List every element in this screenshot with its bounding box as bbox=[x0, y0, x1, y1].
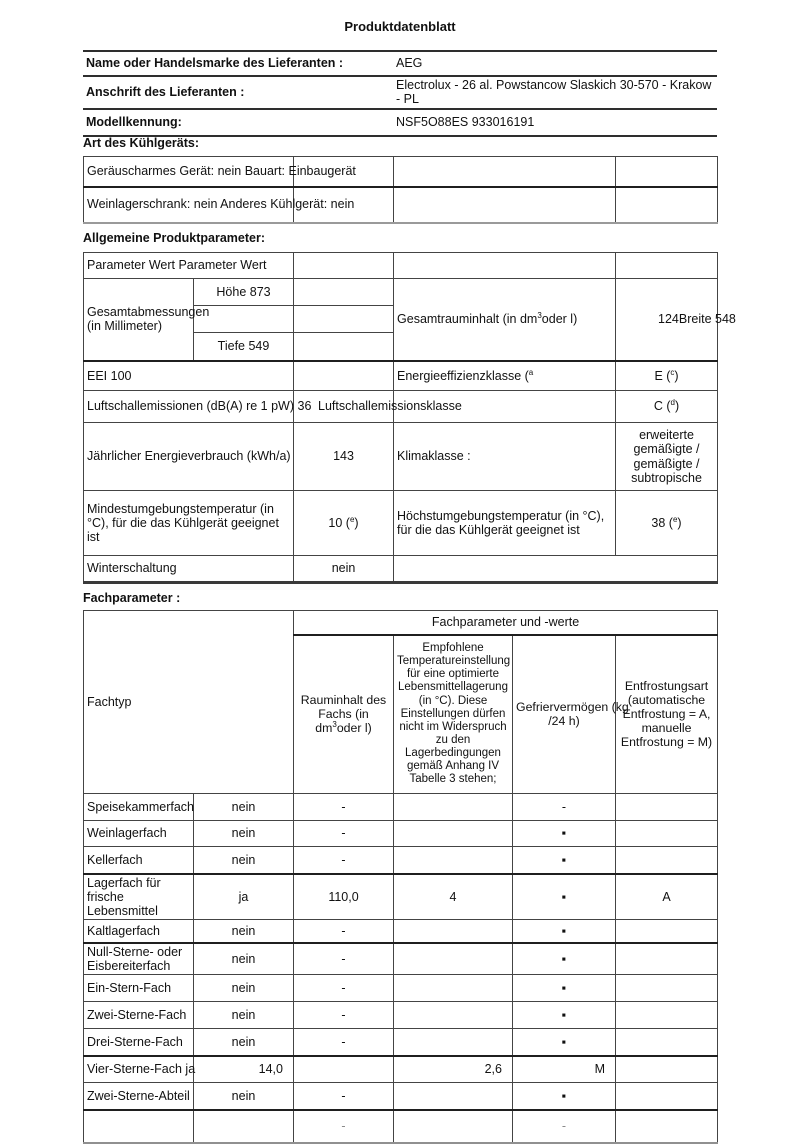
freezing-capacity-line2: /24 h) bbox=[548, 714, 580, 729]
supplier-name-label: Name oder Handelsmarke des Lieferanten : bbox=[83, 51, 393, 76]
compartment-label: Zwei-Sterne-Abteil bbox=[84, 1083, 194, 1110]
rauminhalt-cell: - bbox=[294, 847, 394, 874]
supplier-name-row bbox=[83, 51, 717, 76]
fach-group-header-row bbox=[84, 611, 718, 635]
temperature-cell bbox=[394, 943, 513, 975]
rauminhalt-cell: - bbox=[294, 1110, 394, 1143]
climate-class-label: Klimaklasse : bbox=[394, 423, 616, 491]
eei-row bbox=[84, 361, 718, 391]
temperature-cell bbox=[394, 1029, 513, 1056]
winter-label: Winterschaltung bbox=[84, 556, 294, 583]
param-header-row bbox=[84, 253, 718, 279]
freezing-cell: M bbox=[513, 1056, 616, 1083]
compartment-label: Drei-Sterne-Fach bbox=[84, 1029, 194, 1056]
compartment-row bbox=[84, 1029, 718, 1056]
defrost-cell bbox=[616, 821, 718, 847]
ambient-temperature-row bbox=[84, 491, 718, 556]
art-row-1 bbox=[84, 157, 718, 187]
noise-class-value-footnote: d bbox=[670, 398, 675, 408]
freezing-cell: ▪ bbox=[513, 1029, 616, 1056]
dimensions-label: Gesamtabmessungen (in Millimeter) bbox=[84, 279, 194, 361]
defrost-cell bbox=[616, 1110, 718, 1143]
compartment-label: Kellerfach bbox=[84, 847, 194, 874]
temperature-cell bbox=[394, 847, 513, 874]
janein-cell: nein bbox=[194, 847, 294, 874]
janein-cell: nein bbox=[194, 821, 294, 847]
section-heading-allgemein: Allgemeine Produktparameter: bbox=[83, 231, 265, 245]
min-ambient-value-pre: 10 ( bbox=[328, 515, 350, 530]
rauminhalt-cell: - bbox=[294, 1002, 394, 1029]
supplier-address-label: Anschrift des Lieferanten : bbox=[83, 76, 393, 109]
col-header-defrost-type: Entfrostungsart (automatische Entfrostung = A, manuelle Entfrostung = M) bbox=[616, 635, 718, 794]
energy-class-value-pre: E ( bbox=[654, 368, 671, 383]
compartment-row bbox=[84, 794, 718, 821]
min-ambient-footnote: e bbox=[349, 514, 355, 524]
supplier-name-value: AEG bbox=[393, 51, 717, 76]
max-ambient-label: Höchstumgebungstemperatur (in °C), für die das Kühlgerät geeignet ist bbox=[394, 491, 616, 556]
janein-cell: nein bbox=[194, 1029, 294, 1056]
freezing-cell: - bbox=[513, 794, 616, 821]
compartment-row bbox=[84, 1056, 718, 1083]
freezing-cell: ▪ bbox=[513, 847, 616, 874]
max-ambient-footnote: e bbox=[672, 514, 678, 524]
freezing-cell: ▪ bbox=[513, 920, 616, 943]
empty-cell bbox=[616, 187, 718, 223]
col-header-rauminhalt-pre: Rauminhalt des Fachs (in dm bbox=[300, 693, 387, 736]
rauminhalt-cell bbox=[294, 1056, 394, 1083]
supplier-address-value: Electrolux - 26 al. Powstancow Slaskich 30-570 - Krakow - PL bbox=[393, 76, 717, 109]
total-volume-label bbox=[394, 279, 616, 361]
compartment-label: Kaltlagerfach bbox=[84, 920, 194, 943]
energy-consumption-row bbox=[84, 423, 718, 491]
model-label: Modellkennung: bbox=[83, 109, 393, 136]
winter-value: nein bbox=[294, 556, 394, 583]
temperature-cell bbox=[394, 1083, 513, 1110]
eei-label: EEI 100 bbox=[84, 361, 294, 391]
freezing-cell: ▪ bbox=[513, 874, 616, 920]
defrost-cell bbox=[616, 1056, 718, 1083]
energy-consumption-label: Jährlicher Energieverbrauch (kWh/a) bbox=[84, 423, 294, 491]
janein-cell: nein bbox=[194, 1002, 294, 1029]
compartment-label: Null-Sterne- oder Eisbereiterfach bbox=[84, 943, 194, 975]
empty-cell bbox=[294, 306, 394, 333]
defrost-cell bbox=[616, 1083, 718, 1110]
rauminhalt-cell: - bbox=[294, 920, 394, 943]
compartment-label: Zwei-Sterne-Fach bbox=[84, 1002, 194, 1029]
model-value: NSF5O88ES 933016191 bbox=[393, 109, 717, 136]
compartment-label bbox=[84, 1110, 194, 1143]
temperature-cell: 4 bbox=[394, 874, 513, 920]
noise-label: Luftschallemissionen (dB(A) re 1 pW) 36 bbox=[84, 391, 294, 423]
rauminhalt-cell: - bbox=[294, 1029, 394, 1056]
supplier-info-table bbox=[83, 50, 717, 137]
compartment-row bbox=[84, 920, 718, 943]
defrost-cell bbox=[616, 794, 718, 821]
page-title: Produktdatenblatt bbox=[344, 19, 456, 34]
defrost-cell: A bbox=[616, 874, 718, 920]
compartment-row bbox=[84, 1083, 718, 1110]
art-table bbox=[83, 156, 718, 224]
defrost-cell bbox=[616, 1002, 718, 1029]
janein-cell: ja bbox=[194, 874, 294, 920]
compartment-label: Speisekammerfach bbox=[84, 794, 194, 821]
energy-class-label-pre: Energieeffizienzklasse ( bbox=[397, 368, 529, 383]
art-row-2 bbox=[84, 187, 718, 223]
freezing-cell: ▪ bbox=[513, 821, 616, 847]
param-header-text: Parameter Wert Parameter Wert bbox=[84, 253, 294, 279]
freezing-cell: - bbox=[513, 1110, 616, 1143]
temperature-cell bbox=[394, 920, 513, 943]
empty-cell bbox=[394, 556, 718, 583]
empty-cell bbox=[294, 253, 394, 279]
col-header-rauminhalt-sup: 3 bbox=[332, 720, 337, 730]
janein-cell bbox=[194, 1110, 294, 1143]
total-volume-label-sup: 3 bbox=[537, 310, 542, 320]
compartment-row bbox=[84, 821, 718, 847]
max-ambient-value-post: ) bbox=[677, 515, 682, 530]
empty-cell bbox=[616, 157, 718, 187]
temperature-cell bbox=[394, 1110, 513, 1143]
janein-cell: nein bbox=[194, 1083, 294, 1110]
rauminhalt-cell: - bbox=[294, 821, 394, 847]
total-volume-value: 124Breite 548 bbox=[616, 279, 718, 361]
janein-cell: nein bbox=[194, 943, 294, 975]
freezing-cell: ▪ bbox=[513, 975, 616, 1002]
defrost-cell bbox=[616, 920, 718, 943]
min-ambient-value bbox=[294, 491, 394, 556]
col-header-freezing-capacity bbox=[513, 635, 629, 794]
compartment-label: Ein-Stern-Fach bbox=[84, 975, 194, 1002]
total-volume-label-pre: Gesamtrauminhalt (in dm bbox=[397, 312, 538, 327]
min-ambient-value-post: ) bbox=[354, 515, 359, 530]
hoehe-value: Höhe 873 bbox=[194, 279, 294, 306]
total-volume-label-post: oder l) bbox=[541, 312, 578, 327]
max-ambient-value bbox=[616, 491, 718, 556]
fach-table bbox=[83, 610, 718, 1144]
rauminhalt-cell: - bbox=[294, 794, 394, 821]
freezing-cell: ▪ bbox=[513, 1083, 616, 1110]
temperature-cell bbox=[394, 1002, 513, 1029]
fachtyp-header: Fachtyp bbox=[84, 611, 294, 794]
defrost-cell bbox=[616, 943, 718, 975]
rauminhalt-cell: - bbox=[294, 943, 394, 975]
temperature-cell bbox=[394, 821, 513, 847]
empty-cell bbox=[616, 253, 718, 279]
temperature-cell bbox=[394, 794, 513, 821]
section-heading-art: Art des Kühlgeräts: bbox=[83, 136, 199, 150]
min-ambient-label: Mindestumgebungstemperatur (in °C), für die das Kühlgerät geeignet ist bbox=[84, 491, 294, 556]
climate-class-value: erweiterte gemäßigte / gemäßigte / subtropische bbox=[616, 423, 718, 491]
compartment-row bbox=[84, 1002, 718, 1029]
energy-class-value bbox=[616, 361, 718, 391]
compartment-row bbox=[84, 1110, 718, 1143]
noise-class-value-pre: C ( bbox=[653, 399, 671, 414]
col-header-rauminhalt-post: oder l) bbox=[336, 721, 372, 736]
noise-row bbox=[84, 391, 718, 423]
janein-cell: nein bbox=[194, 794, 294, 821]
janein-cell: 14,0 bbox=[194, 1056, 294, 1083]
art-row2-text: Weinlagerschrank: nein Anderes Kühlgerät: nein bbox=[84, 187, 294, 223]
compartment-label: Vier-Sterne-Fach ja bbox=[84, 1056, 194, 1083]
temperature-cell: 2,6 bbox=[394, 1056, 513, 1083]
compartment-label: Lagerfach für frische Lebensmittel bbox=[84, 874, 194, 920]
supplier-address-row bbox=[83, 76, 717, 109]
temperature-cell bbox=[394, 975, 513, 1002]
art-row1-text: Geräuscharmes Gerät: nein Bauart: Einbaugerät bbox=[84, 157, 294, 187]
energy-class-label bbox=[394, 361, 616, 391]
energy-class-value-post: ) bbox=[674, 368, 679, 383]
rauminhalt-cell: - bbox=[294, 1083, 394, 1110]
empty-cell bbox=[394, 187, 616, 223]
noise-class-value bbox=[616, 391, 718, 423]
col-header-temperature: Empfohlene Temperatureinstellung für eine optimierte Lebensmittellagerung (in °C). Diese Einstellungen dürfen nicht im Widerspruch zu den Lagerbedingungen gemäß Anhang IV Tabelle 3 stehen; bbox=[394, 635, 513, 794]
defrost-cell bbox=[616, 847, 718, 874]
noise-class-label: Luftschallemissionsklasse bbox=[294, 391, 394, 423]
winter-row bbox=[84, 556, 718, 583]
col-header-rauminhalt bbox=[294, 635, 394, 794]
compartment-label: Weinlagerfach bbox=[84, 821, 194, 847]
empty-cell bbox=[294, 333, 394, 361]
defrost-cell bbox=[616, 1029, 718, 1056]
section-heading-fach: Fachparameter : bbox=[83, 591, 181, 605]
empty-cell bbox=[394, 253, 616, 279]
rauminhalt-cell: 110,0 bbox=[294, 874, 394, 920]
noise-class-value-post: ) bbox=[674, 399, 680, 414]
empty-cell bbox=[394, 157, 616, 187]
energy-class-footnote: a bbox=[528, 367, 534, 377]
compartment-row bbox=[84, 874, 718, 920]
model-row bbox=[83, 109, 717, 136]
dimensions-row-hoehe bbox=[84, 279, 718, 306]
allgemein-table bbox=[83, 252, 736, 584]
compartment-row bbox=[84, 847, 718, 874]
max-ambient-value-pre: 38 ( bbox=[651, 515, 673, 530]
compartment-row bbox=[84, 943, 718, 975]
empty-cell bbox=[294, 361, 394, 391]
freezing-capacity-line1: Gefriervermögen (kg bbox=[516, 700, 629, 715]
janein-cell: nein bbox=[194, 975, 294, 1002]
compartment-row bbox=[84, 975, 718, 1002]
energy-consumption-value: 143 bbox=[294, 423, 394, 491]
empty-cell bbox=[294, 279, 394, 306]
freezing-cell: ▪ bbox=[513, 1002, 616, 1029]
tiefe-value: Tiefe 549 bbox=[194, 333, 294, 361]
janein-cell: nein bbox=[194, 920, 294, 943]
energy-class-value-footnote: c bbox=[670, 367, 675, 377]
freezing-cell: ▪ bbox=[513, 943, 616, 975]
rauminhalt-cell: - bbox=[294, 975, 394, 1002]
fach-group-header: Fachparameter und -werte bbox=[294, 611, 718, 635]
defrost-cell bbox=[616, 975, 718, 1002]
